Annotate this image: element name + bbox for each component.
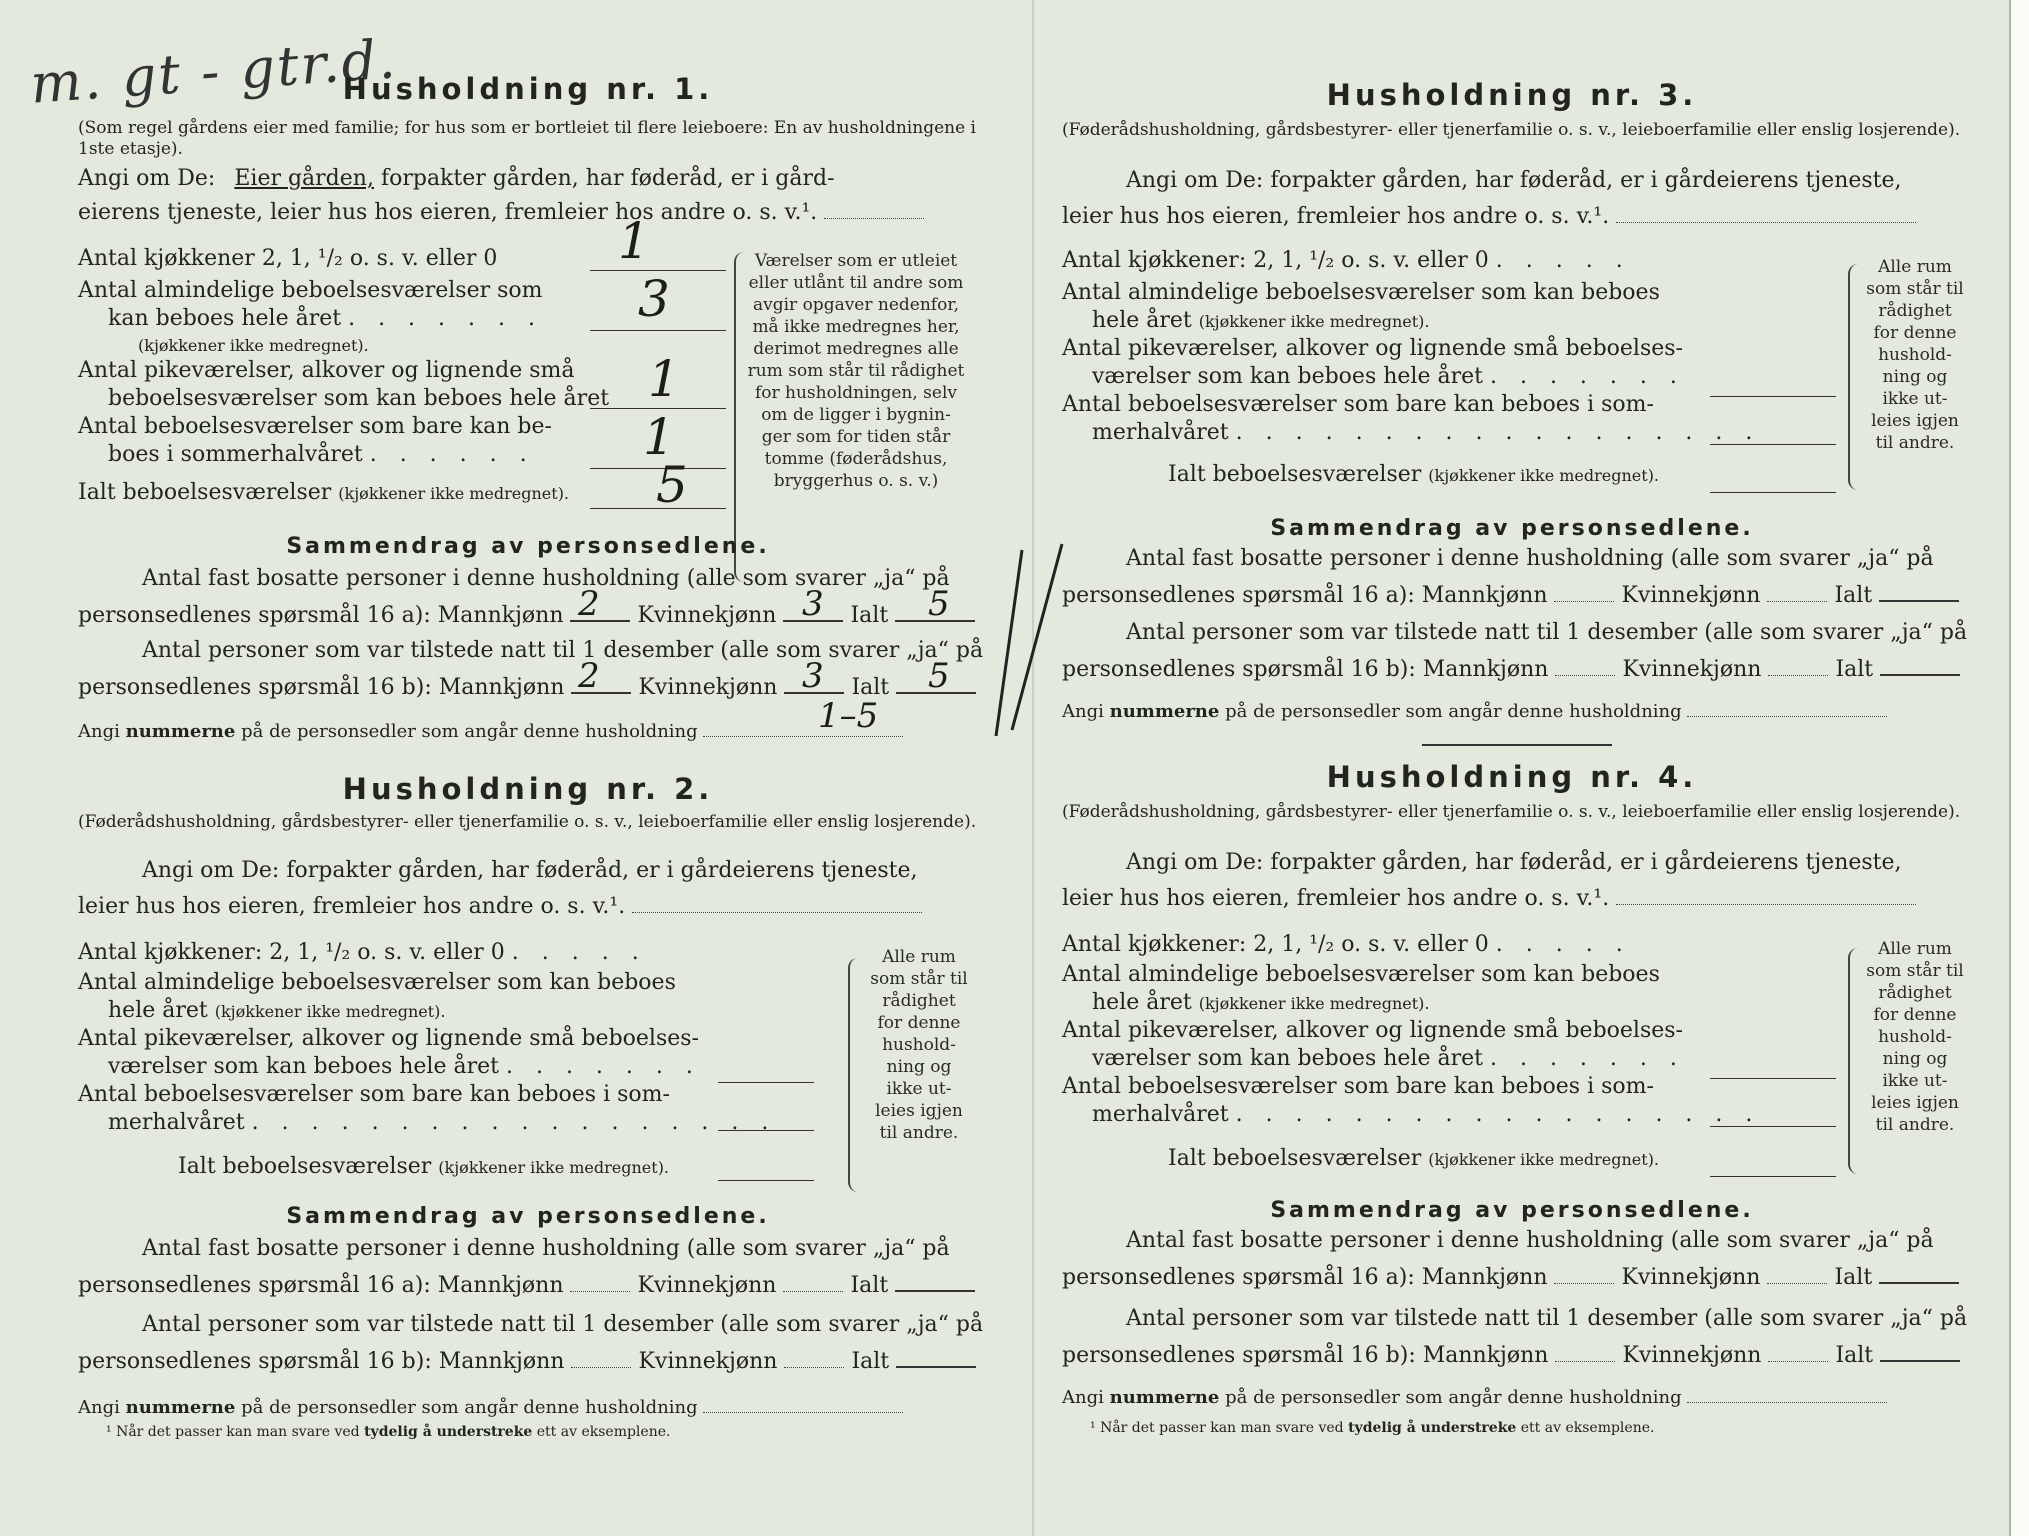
footnote: ¹ Når det passer kan man svare ved tydelig å understreke ett av eksemplene.: [1090, 1420, 1655, 1436]
nummerne-row: Angi nummerne på de personsedler som angår denne husholdning: [1062, 1384, 1887, 1408]
right-column: [1062, 0, 1967, 1536]
nummerne-row: Angi nummerne på de personsedler som angår denne husholdning: [78, 1394, 903, 1418]
almindelige-row: Antal almindelige beboelsesværelser som: [78, 278, 543, 303]
sammendrag-heading: Sammendrag av personsedlene.: [286, 534, 770, 559]
tilstede-row: personsedlenes spørsmål 16 b): Mannkjønn Kvinnekjønn Ialt: [78, 674, 976, 700]
almindelige-row-2: hele året (kjøkkener ikke medregnet).: [108, 998, 446, 1023]
sommer-row: Antal beboelsesværelser som bare kan beboes i som-: [1062, 1074, 1654, 1099]
ialt-vaerelser-row: Ialt beboelsesværelser (kjøkkener ikke medregnet).: [178, 1154, 670, 1179]
kjokkener-row: [78, 246, 497, 271]
household-title: Husholdning nr. 4.: [1326, 760, 1698, 794]
almindelige-row: Antal almindelige beboelsesværelser som kan beboes: [1062, 280, 1660, 305]
tally-marks: [982, 540, 1072, 740]
ialt-vaerelser-row: Ialt beboelsesværelser (kjøkkener ikke medregnet).: [78, 480, 570, 505]
household-note: (Føderådshusholdning, gårdsbestyrer- eller tjenerfamilie o. s. v., leieboerfamilie eller enslig losjerende).: [1062, 802, 1961, 822]
nummerne-value[interactable]: 1–5: [818, 696, 879, 736]
angi-row-1: Angi om De: forpakter gården, har føderåd, er i gårdeierens tjeneste,: [1126, 850, 1902, 875]
household-title: Husholdning nr. 3.: [1326, 78, 1698, 112]
angi-row-2: leier hus hos eieren, fremleier hos andre o. s. v.¹.: [1062, 886, 1916, 911]
sommer-value[interactable]: 1: [643, 408, 675, 466]
almindelige-value[interactable]: 3: [638, 270, 670, 328]
household-note: (Føderådshusholdning, gårdsbestyrer- eller tjenerfamilie o. s. v., leieboerfamilie eller enslig losjerende).: [78, 812, 977, 832]
pike-row-2: værelser som kan beboes hele året . . . . . . .: [1092, 1046, 1685, 1071]
ialt-vaerelser-row: Ialt beboelsesværelser (kjøkkener ikke medregnet).: [1168, 1146, 1660, 1171]
fast-row: personsedlenes spørsmål 16 a): Mannkjønn Kvinnekjønn Ialt: [78, 602, 975, 628]
pike-row-2: beboelsesværelser som kan beboes hele året: [108, 386, 610, 411]
household-title: Husholdning nr. 1.: [342, 72, 714, 106]
nummerne-row: Angi nummerne på de personsedler som angår denne husholdning: [78, 718, 903, 742]
pike-row: Antal pikeværelser, alkover og lignende små: [78, 358, 575, 383]
angi-row-1: Angi om De: forpakter gården, har føderåd, er i gårdeierens tjeneste,: [142, 858, 918, 883]
almindelige-row: Antal almindelige beboelsesværelser som kan beboes: [1062, 962, 1660, 987]
pike-row: Antal pikeværelser, alkover og lignende små beboelses-: [1062, 336, 1683, 361]
angi-row-2: leier hus hos eieren, fremleier hos andre o. s. v.¹.: [78, 894, 922, 919]
almindelige-row-2: hele året (kjøkkener ikke medregnet).: [1092, 990, 1430, 1015]
kjokkener-row: Antal kjøkkener: 2, 1, ¹/₂ o. s. v. eller 0 . . . . .: [78, 940, 647, 965]
household-1: Husholdning nr. 1. (Som regel gårdens eier med familie; for hus som er bortleiet til flere leieboere: En av husholdningene i 1ste etasje). Angi om De: Eier gården, forpakter gården, har føderåd, er i gård- eierens tjeneste, leier hus hos eieren, fremleier hos andre o. s. v.¹. Antal kjøkkener 2, 1, ¹/₂ o. s. v. eller 0 1 Antal almindelige beboelsesværelser som kan beboes hele året . . . . . . . (kjøkkener ikke medregnet). 3 Antal pikeværelser, alkover og lignende små beboelsesværelser som kan beboes hele året 1 Antal beboelsesværelser som bare kan be- boes i sommerhalvåret . . . . . . 1 Ialt beboelsesværelser (kjøkkener ikke medregnet). 5 Værelser som er utleiet eller utlånt til andre som avgir opgaver nedenfor, må ikke medregnes her, derimot medregnes alle rum som står til rådighet for husholdningen, selv om de ligger i bygnin- ger som for tiden står tomme (føderådshus, bryggerhus o. s. v.) Sammendrag av personsedlene. Antal fast bosatte personer i denne husholdning (alle som svarer „ja“ på personsedlenes spørsmål 16 a): Mannkjønn Kvinnekjønn Ialt 2 3 5 Antal personer som var tilstede natt til 1 desember (alle som svarer „ja“ på personsedlenes spørsmål 16 b): Mannkjønn Kvinnekjønn Ialt 2 3 5 Angi nummerne på de personsedler som angår denne husholdning 1–5: [78, 72, 984, 742]
sommer-row-2: boes i sommerhalvåret . . . . . .: [108, 442, 535, 467]
angi-row-1: [78, 166, 835, 191]
corner-handwriting: m. gt - gtr.d.: [28, 27, 400, 116]
almindelige-row: Antal almindelige beboelsesværelser som kan beboes: [78, 970, 676, 995]
utleiet-note: Værelser som er utleiet eller utlånt til andre som avgir opgaver nedenfor, må ikke medregnes her, derimot medregnes alle rum som står til rådighet for husholdningen, selv om de ligger i bygnin- ger som for tiden står tomme (føderådshus, bryggerhus o. s. v.): [747, 251, 965, 491]
pike-value[interactable]: 1: [648, 350, 680, 408]
kjokkener-row: Antal kjøkkener: 2, 1, ¹/₂ o. s. v. eller 0 . . . . .: [1062, 932, 1631, 957]
sommer-row-2: merhalvåret . . . . . . . . . . . . . . . . . .: [108, 1110, 777, 1135]
fast-row: personsedlenes spørsmål 16 a): Mannkjønn Kvinnekjønn Ialt: [78, 1272, 975, 1298]
almindelige-row-2: hele året (kjøkkener ikke medregnet).: [1092, 308, 1430, 333]
fast-kvinne-value[interactable]: 3: [802, 584, 824, 624]
kjokkener-label: Antal kjøkkener 2, 1, ¹/₂ o. s. v. eller 0: [78, 246, 498, 271]
angi-options-cont: eierens tjeneste, leier hus hos eieren, fremleier hos andre o. s. v.¹.: [78, 200, 818, 225]
tilstede-row: personsedlenes spørsmål 16 b): Mannkjønn Kvinnekjønn Ialt: [78, 1348, 976, 1374]
household-note: (Føderådshusholdning, gårdsbestyrer- eller tjenerfamilie o. s. v., leieboerfamilie eller enslig losjerende).: [1062, 120, 1961, 140]
household-4: Husholdning nr. 4. (Føderådshusholdning, gårdsbestyrer- eller tjenerfamilie o. s. v., leieboerfamilie eller enslig losjerende). Angi om De: forpakter gården, har føderåd, er i gårdeierens tjeneste, leier hus hos eieren, fremleier hos andre o. s. v.¹. Antal kjøkkener: 2, 1, ¹/₂ o. s. v. eller 0 . . . . . Antal almindelige beboelsesværelser som kan beboes hele året (kjøkkener ikke medregnet). Antal pikeværelser, alkover og lignende små beboelses- værelser som kan beboes hele året . . . . . . . Antal beboelsesværelser som bare kan beboes i som- merhalvåret . . . . . . . . . . . . . . . . . . Ialt beboelsesværelser (kjøkkener ikke medregnet). Alle rum som står til rådighet for denne hushold- ning og ikke ut- leies igjen til andre. Sammendrag av personsedlene. Antal fast bosatte personer i denne husholdning (alle som svarer „ja“ på personsedlenes spørsmål 16 a): Mannkjønn Kvinnekjønn Ialt Antal personer som var tilstede natt til 1 desember (alle som svarer „ja“ på personsedlenes spørsmål 16 b): Mannkjønn Kvinnekjønn Ialt Angi nummerne på de personsedler som angår denne husholdning ¹ Når det passer kan man svare ved tydelig å understreke ett av eksemplene.: [1062, 760, 1967, 1520]
sheet-edge: [2009, 0, 2029, 1536]
angi-options: forpakter gården, har føderåd, er i gård-: [380, 166, 835, 191]
sommer-row-2: merhalvåret . . . . . . . . . . . . . . . . . .: [1092, 420, 1761, 445]
household-note: (Som regel gårdens eier med familie; for hus som er bortleiet til flere leieboere: En av husholdningene i 1ste etasje).: [78, 118, 976, 159]
pike-row-2: værelser som kan beboes hele året . . . . . . .: [1092, 364, 1685, 389]
tilstede-row: personsedlenes spørsmål 16 b): Mannkjønn Kvinnekjønn Ialt: [1062, 656, 1960, 682]
footnote: ¹ Når det passer kan man svare ved tydelig å understreke ett av eksemplene.: [106, 1424, 671, 1440]
nummerne-row: Angi nummerne på de personsedler som angår denne husholdning: [1062, 698, 1887, 722]
left-column: [78, 0, 984, 1536]
alle-rum-note: Alle rum som står til rådighet for denne hushold- ning og ikke ut- leies igjen til andre.: [1866, 257, 1964, 453]
angi-row-1: Angi om De: forpakter gården, har føderåd, er i gårdeierens tjeneste,: [1126, 168, 1902, 193]
pike-row: Antal pikeværelser, alkover og lignende små beboelses-: [78, 1026, 699, 1051]
section-divider: [1422, 744, 1612, 746]
tilstede-ialt-value[interactable]: 5: [928, 656, 950, 696]
almindelige-row-2: kan beboes hele året . . . . . . .: [108, 306, 543, 331]
pike-row: Antal pikeværelser, alkover og lignende små beboelses-: [1062, 1018, 1683, 1043]
angi-row-2: [78, 200, 924, 225]
fast-row: personsedlenes spørsmål 16 a): Mannkjønn Kvinnekjønn Ialt: [1062, 1264, 1959, 1290]
household-title: Husholdning nr. 2.: [342, 772, 714, 806]
angi-label: Angi om De:: [78, 166, 216, 191]
fast-mann-value[interactable]: 2: [578, 584, 600, 624]
kjokkener-value[interactable]: 1: [618, 212, 650, 270]
pike-row-2: værelser som kan beboes hele året . . . . . . .: [108, 1054, 701, 1079]
page-fold: [1032, 0, 1034, 1536]
sammendrag-heading: Sammendrag av personsedlene.: [1270, 1198, 1754, 1223]
sommer-row: Antal beboelsesværelser som bare kan beboes i som-: [1062, 392, 1654, 417]
ialt-vaerelser-row: Ialt beboelsesværelser (kjøkkener ikke medregnet).: [1168, 462, 1660, 487]
alle-rum-note: Alle rum som står til rådighet for denne hushold- ning og ikke ut- leies igjen til andre.: [870, 947, 968, 1143]
kjokkener-row: Antal kjøkkener: 2, 1, ¹/₂ o. s. v. eller 0 . . . . .: [1062, 248, 1631, 273]
eier-option[interactable]: Eier gården,: [234, 166, 374, 191]
sammendrag-heading: Sammendrag av personsedlene.: [286, 1204, 770, 1229]
fast-ialt-value[interactable]: 5: [928, 584, 950, 624]
sommer-row-2: merhalvåret . . . . . . . . . . . . . . . . . .: [1092, 1102, 1761, 1127]
tilstede-row: personsedlenes spørsmål 16 b): Mannkjønn Kvinnekjønn Ialt: [1062, 1342, 1960, 1368]
sommer-row: Antal beboelsesværelser som bare kan be-: [78, 414, 552, 439]
ialt-vaerelser-value[interactable]: 5: [656, 456, 688, 514]
household-3: Husholdning nr. 3. (Føderådshusholdning, gårdsbestyrer- eller tjenerfamilie o. s. v., leieboerfamilie eller enslig losjerende). Angi om De: forpakter gården, har føderåd, er i gårdeierens tjeneste, leier hus hos eieren, fremleier hos andre o. s. v.¹. Antal kjøkkener: 2, 1, ¹/₂ o. s. v. eller 0 . . . . . Antal almindelige beboelsesværelser som kan beboes hele året (kjøkkener ikke medregnet). Antal pikeværelser, alkover og lignende små beboelses- værelser som kan beboes hele året . . . . . . . Antal beboelsesværelser som bare kan beboes i som- merhalvåret . . . . . . . . . . . . . . . . . . Ialt beboelsesværelser (kjøkkener ikke medregnet). Alle rum som står til rådighet for denne hushold- ning og ikke ut- leies igjen til andre. Sammendrag av personsedlene. Antal fast bosatte personer i denne husholdning (alle som svarer „ja“ på personsedlenes spørsmål 16 a): Mannkjønn Kvinnekjønn Ialt Antal personer som var tilstede natt til 1 desember (alle som svarer „ja“ på personsedlenes spørsmål 16 b): Mannkjønn Kvinnekjønn Ialt Angi nummerne på de personsedler som angår denne husholdning: [1062, 78, 1967, 838]
alle-rum-note: Alle rum som står til rådighet for denne hushold- ning og ikke ut- leies igjen til andre.: [1866, 939, 1964, 1135]
sommer-row: Antal beboelsesværelser som bare kan beboes i som-: [78, 1082, 670, 1107]
tilstede-mann-value[interactable]: 2: [578, 656, 600, 696]
angi-row-2: leier hus hos eieren, fremleier hos andre o. s. v.¹.: [1062, 204, 1916, 229]
fast-row: personsedlenes spørsmål 16 a): Mannkjønn Kvinnekjønn Ialt: [1062, 582, 1959, 608]
sammendrag-heading: Sammendrag av personsedlene.: [1270, 516, 1754, 541]
household-2: Husholdning nr. 2. (Føderådshusholdning, gårdsbestyrer- eller tjenerfamilie o. s. v., leieboerfamilie eller enslig losjerende). Angi om De: forpakter gården, har føderåd, er i gårdeierens tjeneste, leier hus hos eieren, fremleier hos andre o. s. v.¹. Antal kjøkkener: 2, 1, ¹/₂ o. s. v. eller 0 . . . . . Antal almindelige beboelsesværelser som kan beboes hele året (kjøkkener ikke medregnet). Antal pikeværelser, alkover og lignende små beboelses- værelser som kan beboes hele året . . . . . . . Antal beboelsesværelser som bare kan beboes i som- merhalvåret . . . . . . . . . . . . . . . . . . Ialt beboelsesværelser (kjøkkener ikke medregnet). Alle rum som står til rådighet for denne hushold- ning og ikke ut- leies igjen til andre. Sammendrag av personsedlene. Antal fast bosatte personer i denne husholdning (alle som svarer „ja“ på personsedlenes spørsmål 16 a): Mannkjønn Kvinnekjønn Ialt Antal personer som var tilstede natt til 1 desember (alle som svarer „ja“ på personsedlenes spørsmål 16 b): Mannkjønn Kvinnekjønn Ialt Angi nummerne på de personsedler som angår denne husholdning ¹ Når det passer kan man svare ved tydelig å understreke ett av eksemplene.: [78, 772, 984, 1440]
tilstede-kvinne-value[interactable]: 3: [802, 656, 824, 696]
